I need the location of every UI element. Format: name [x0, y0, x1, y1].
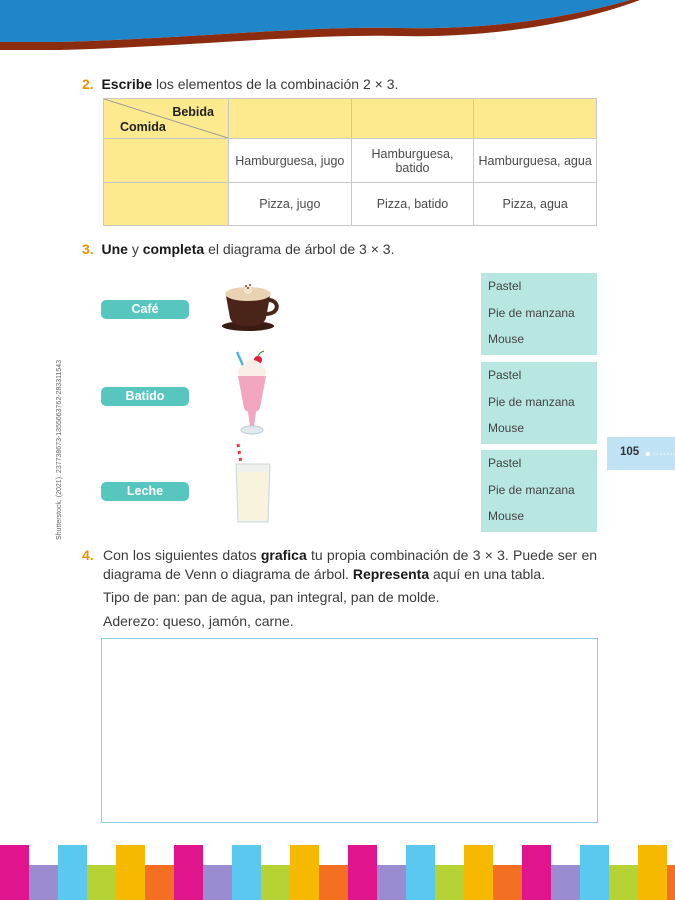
table-cell: Hamburguesa, jugo — [229, 139, 352, 183]
combination-table — [103, 98, 597, 226]
question-3-keyword-completa: completa — [142, 241, 205, 257]
table-row-header[interactable] — [104, 139, 229, 183]
table-cell: Pizza, batido — [351, 183, 474, 226]
dessert-box-3 — [481, 450, 597, 532]
header-comida: Comida — [120, 120, 166, 134]
dessert-box-2 — [481, 362, 597, 444]
table-cell: Hamburguesa, agua — [474, 139, 597, 183]
table-cell[interactable] — [351, 99, 474, 139]
question-3-number: 3. — [82, 241, 94, 257]
stripe — [29, 865, 58, 900]
page-number: 105 — [620, 446, 640, 458]
stripe — [377, 865, 406, 900]
stripe — [348, 845, 377, 900]
question-4 — [82, 546, 597, 584]
dessert-option[interactable]: Mouse — [488, 332, 525, 346]
stripe — [174, 845, 203, 900]
question-3-text: el diagrama de árbol de 3 × 3. — [208, 241, 395, 257]
dessert-option[interactable]: Pie de manzana — [488, 306, 575, 320]
table-cell[interactable] — [229, 99, 352, 139]
table-cell: Pizza, jugo — [229, 183, 352, 226]
dessert-option[interactable]: Pastel — [488, 368, 522, 382]
dotted-line-icon — [645, 450, 675, 458]
question-2-number: 2. — [82, 76, 94, 92]
stripe — [609, 865, 638, 900]
milkshake-icon — [230, 350, 270, 438]
bottom-stripes-decoration — [0, 845, 675, 900]
page-number-tab — [607, 437, 675, 470]
coffee-cup-icon — [218, 278, 282, 334]
question-2-text: los elementos de la combinación 2 × 3. — [155, 76, 399, 92]
stripe — [667, 865, 675, 900]
question-2-keyword: Escribe — [101, 76, 153, 92]
dessert-option[interactable]: Pastel — [488, 279, 522, 293]
question-3 — [82, 241, 394, 257]
dessert-option[interactable]: Mouse — [488, 421, 525, 435]
question-4-text-3: aquí en una tabla. — [433, 566, 546, 582]
stripe — [464, 845, 493, 900]
question-4-text-2: tu propia combinación de 3 × 3. Puede ser en diagrama de Venn o diagrama de árbol. — [103, 547, 598, 582]
data-line-aderezo: Aderezo: queso, jamón, carne. — [103, 613, 294, 629]
table-row — [104, 139, 597, 183]
stripe — [203, 865, 232, 900]
question-4-keyword-grafica: grafica — [260, 547, 307, 563]
drink-label-batido[interactable]: Batido — [101, 387, 189, 406]
table-corner-header — [104, 99, 229, 139]
stripe — [551, 865, 580, 900]
question-4-body — [103, 546, 597, 584]
table-cell[interactable] — [474, 99, 597, 139]
stripe — [116, 845, 145, 900]
stripe — [0, 845, 29, 900]
question-2 — [82, 76, 398, 92]
stripe — [580, 845, 609, 900]
image-credit: Shutterstock, (2021). 237738673-1355663762-283311543 — [56, 359, 63, 540]
question-4-number: 4. — [82, 547, 94, 563]
question-3-joiner: y — [131, 241, 139, 257]
dessert-box-1 — [481, 273, 597, 355]
dessert-option[interactable]: Pastel — [488, 456, 522, 470]
drink-label-cafe[interactable]: Café — [101, 300, 189, 319]
stripe — [406, 845, 435, 900]
dessert-option[interactable]: Pie de manzana — [488, 483, 575, 497]
stripe — [232, 845, 261, 900]
answer-box[interactable] — [101, 638, 598, 823]
top-wave-decoration — [0, 0, 675, 60]
drink-label-leche[interactable]: Leche — [101, 482, 189, 501]
question-4-keyword-representa: Representa — [352, 566, 430, 582]
stripe — [87, 865, 116, 900]
stripe — [290, 845, 319, 900]
table-row-header[interactable] — [104, 183, 229, 226]
stripe — [261, 865, 290, 900]
data-line-pan: Tipo de pan: pan de agua, pan integral, pan de molde. — [103, 589, 440, 605]
stripe — [493, 865, 522, 900]
stripe — [58, 845, 87, 900]
table-cell: Hamburguesa, batido — [351, 139, 474, 183]
stripe — [638, 845, 667, 900]
dessert-option[interactable]: Pie de manzana — [488, 395, 575, 409]
milk-glass-icon — [232, 442, 274, 524]
table-row — [104, 183, 597, 226]
table-row — [104, 99, 597, 139]
table-cell: Pizza, agua — [474, 183, 597, 226]
question-4-text-1: Con los siguientes datos — [103, 547, 257, 563]
stripe — [145, 865, 174, 900]
stripe — [319, 865, 348, 900]
stripe — [522, 845, 551, 900]
question-3-keyword-une: Une — [101, 241, 128, 257]
dessert-option[interactable]: Mouse — [488, 509, 525, 523]
header-bebida: Bebida — [172, 105, 214, 119]
stripe — [435, 865, 464, 900]
